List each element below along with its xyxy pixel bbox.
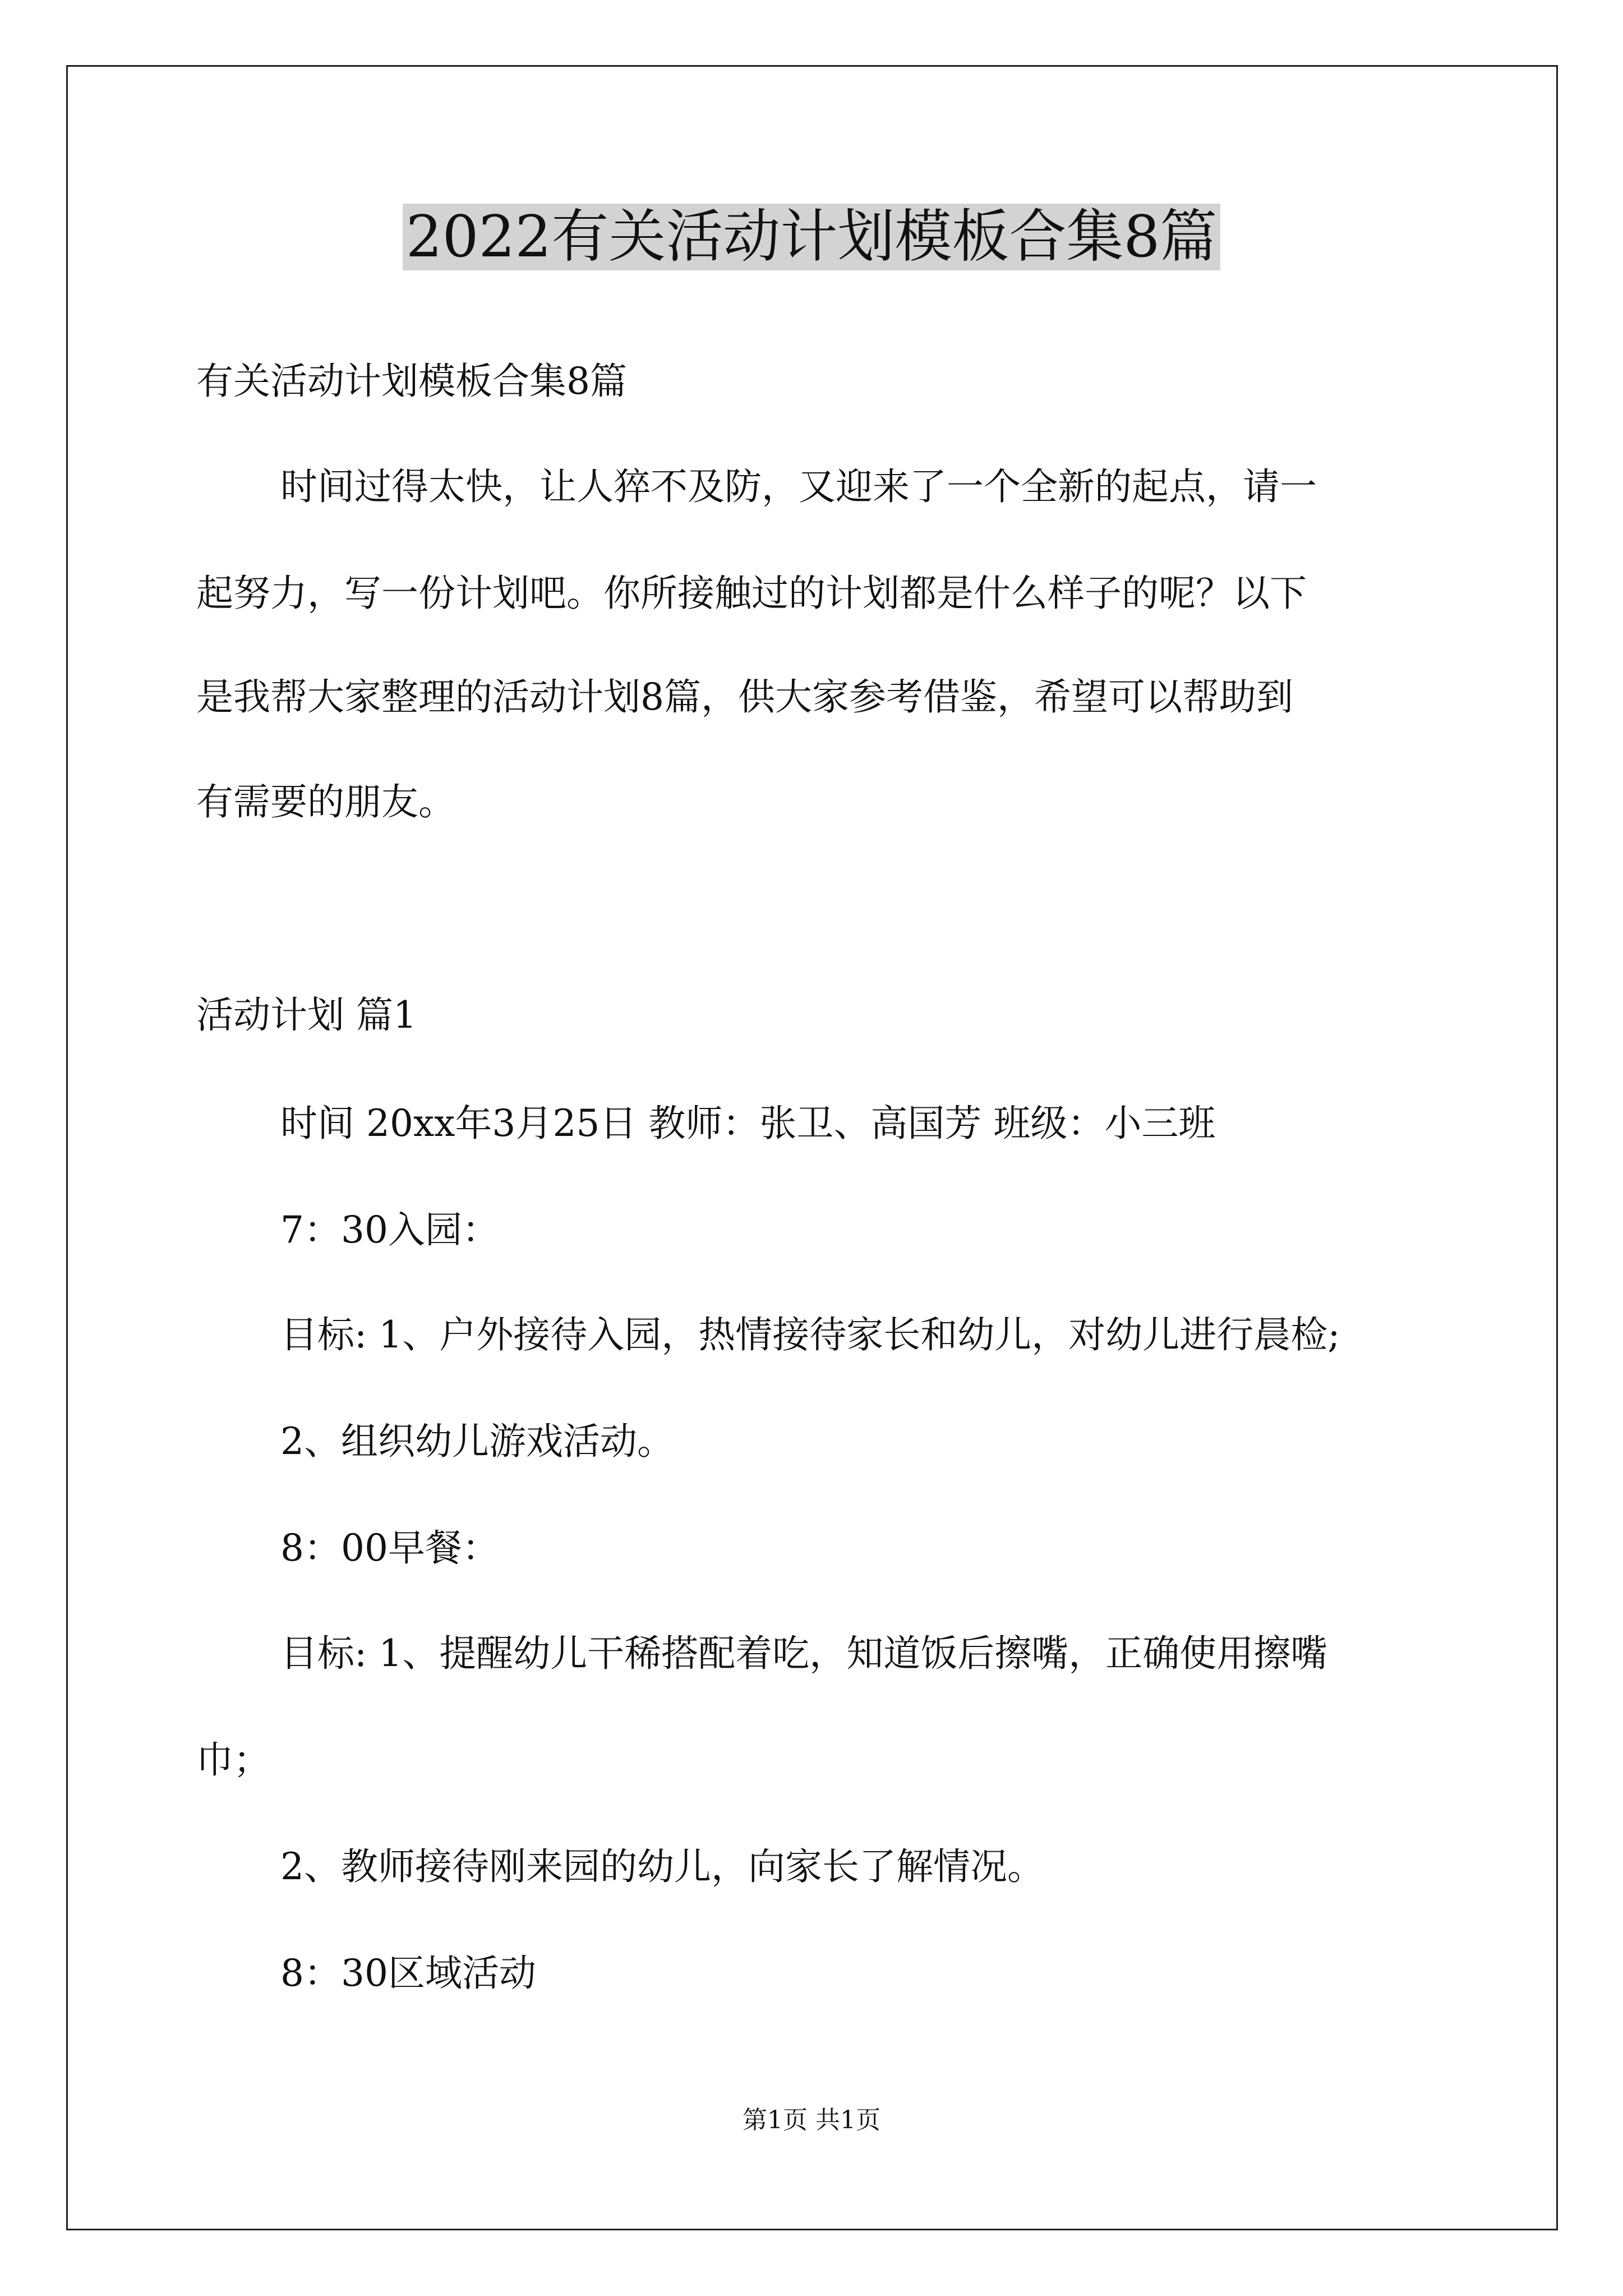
body-line: 目标: 1、提醒幼儿干稀搭配着吃，知道饭后擦嘴，正确使用擦嘴 (280, 1632, 1328, 1675)
document-title (0, 195, 1623, 279)
intro-line: 有需要的朋友。 (196, 780, 455, 823)
intro-line: 起努力，写一份计划吧。你所接触过的计划都是什么样子的呢？以下 (196, 572, 1307, 615)
page-footer: 第1页 共1页 (743, 2106, 880, 2134)
body-line: 目标: 1、户外接待入园，热情接待家长和幼儿，对幼儿进行晨检; (280, 1313, 1340, 1356)
subtitle: 有关活动计划模板合集8篇 (196, 360, 627, 403)
body-line: 7：30入园： (280, 1208, 499, 1251)
intro-line: 时间过得太快，让人猝不及防，又迎来了一个全新的起点，请一 (280, 465, 1317, 508)
body-line: 2、组织幼儿游戏活动。 (280, 1420, 674, 1463)
document-title-text: 2022有关活动计划模板合集8篇 (403, 204, 1220, 270)
body-line: 8：30区域活动 (280, 1952, 536, 1995)
intro-line: 是我帮大家整理的活动计划8篇，供大家参考借鉴，希望可以帮助到 (196, 675, 1293, 719)
body-line: 2、教师接待刚来园的幼儿，向家长了解情况。 (280, 1845, 1044, 1888)
section-heading: 活动计划 篇1 (196, 993, 417, 1037)
body-line: 巾； (196, 1738, 270, 1782)
body-line: 8：00早餐： (280, 1526, 499, 1570)
body-line: 时间 20xx年3月25日 教师：张卫、高国芳 班级：小三班 (280, 1102, 1216, 1145)
